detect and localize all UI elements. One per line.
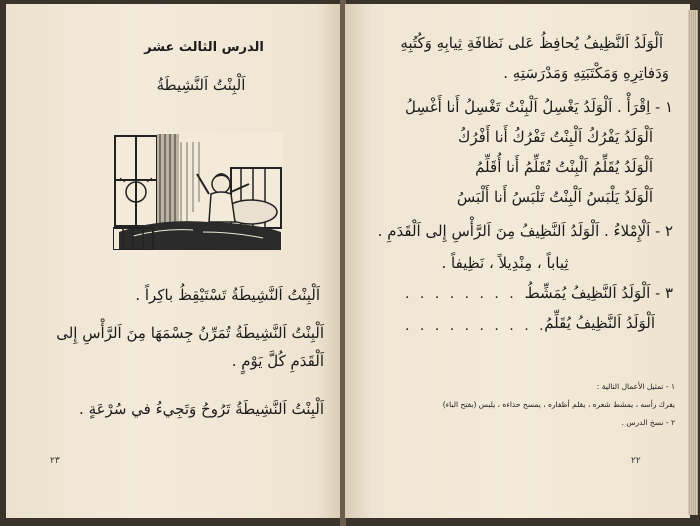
note-2: يفرك رأسه ، يمشط شعره ، يقلم أظفاره ، يمسح حذاءه ، يلبس (بفتح الباء): [442, 400, 675, 409]
page-edges: [688, 10, 698, 515]
exercise-1-line-1: ١ - اِقْرَأْ . اَلْوَلَدُ يَغْسِلُ اَلْبِنْتُ تَغْسِلُ أَنا أَغْسِلُ: [404, 98, 673, 116]
exercise-3-blank-2: . . . . . . . . . .: [405, 318, 547, 334]
exercise-1-line-2: اَلْوَلَدُ يَفْرُكُ اَلْبِنْتُ تَفْرُكُ أَنا أَفْرُكُ: [458, 128, 653, 146]
note-3: ٢ - نسخ الدرس .: [621, 418, 675, 427]
exercise-2-line-2: ثِياباً ، مِنْدِيلاً ، نَظِيفاً .: [441, 254, 569, 272]
left-line-4: اَلْبِنْتُ اَلنَّشِيطَةُ تَرُوحُ وَتَجِيءُ في سُرْعَةٍ .: [79, 400, 324, 418]
page-number-left: ٢٣: [50, 456, 60, 466]
exercise-1-line-3: اَلْوَلَدُ يُقَلِّمُ اَلْبِنْتُ تُقَلِّمُ أَنا أُقَلِّمُ: [475, 158, 653, 176]
left-line-2: اَلْبِنْتُ اَلنَّشِيطَةُ تُمَرِّنُ جِسْمَهَا مِنَ اَلرَّأْسِ إِلى: [56, 324, 324, 342]
page-number-right: ٢٢: [631, 456, 641, 466]
exercise-3-blank-1: . . . . . . . . . .: [405, 286, 547, 302]
note-1: ١ - تمثيل الأعمال التالية :: [596, 382, 675, 391]
intro-line-2: وَدَفاتِرِهِ وَمَكْتَبَتِهِ وَمَدْرَسَتِهِ .: [503, 64, 669, 82]
intro-line-1: اَلْوَلَدُ اَلنَّظِيفُ يُحافِظُ عَلى نَظافَةِ ثِيابِهِ وَكُتُبِهِ: [400, 34, 663, 52]
girl-waking-in-bed-illustration: [113, 132, 283, 250]
exercise-3-line-2: اَلْوَلَدُ اَلنَّظِيفُ يُقَلِّمُ: [544, 314, 655, 332]
exercise-2-line-1: ٢ - اَلْإِمْلاءُ . اَلْوَلَدُ اَلنَّظِيفُ مِنَ اَلرَّأْسِ إِلى اَلْقَدَمِ .: [377, 222, 673, 240]
left-page: [6, 4, 342, 518]
left-line-3: اَلْقَدَمِ كُلَّ يَوْمٍ .: [231, 352, 324, 370]
exercise-3-line-1: ٣ - اَلْوَلَدُ اَلنَّظِيفُ يُمَشِّطُ: [525, 284, 673, 302]
lesson-title: الدرس الثالث عشر: [144, 40, 264, 55]
lesson-subtitle: اَلْبِنْتُ اَلنَّشِيطَةُ: [156, 76, 246, 94]
left-line-1: اَلْبِنْتُ اَلنَّشِيطَةُ تَسْتَيْقِظُ باكِراً .: [135, 286, 320, 304]
right-page: [345, 4, 690, 518]
exercise-1-line-4: اَلْوَلَدُ يَلْبَسُ اَلْبِنْتُ تَلْبَسُ أَنا أَلْبَسُ: [456, 188, 653, 206]
